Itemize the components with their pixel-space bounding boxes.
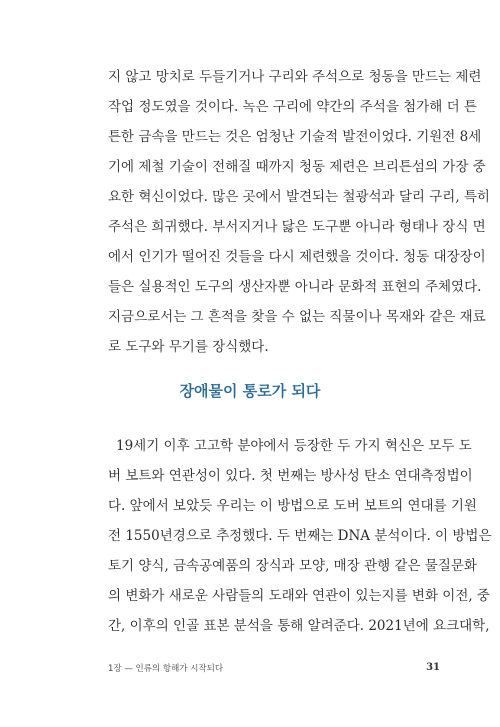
text-line: 지금으로서는 그 흔적을 찾을 수 없는 직물이나 목재와 같은 재료 [108,309,486,325]
text-line: 지 않고 망치로 두들기거나 구리와 주석으로 청동을 만드는 제련 [108,69,482,85]
body-paragraph-1 [108,62,490,362]
text-line: 간, 이후의 인골 표본 분석을 통해 알려준다. 2021년에 요크대학, [108,618,490,634]
body-paragraph-2 [108,431,492,641]
page-number: 31 [426,662,440,673]
text-line: 버 보트와 연관성이 있다. 첫 번째는 방사성 탄소 연대측정법이 [108,468,473,484]
text-line: 의 변화가 새로운 사람들의 도래와 연관이 있는지를 변화 이전, 중 [108,588,490,604]
text-line: 에서 인기가 떨어진 것들을 다시 제련했을 것이다. 청동 대장장이 [108,249,486,265]
page-footer [108,662,440,678]
text-line: 로 도구와 무기를 장식했다. [108,339,269,355]
text-line: 주석은 희귀했다. 부서지거나 닳은 도구뿐 아니라 형태나 장식 면 [108,219,486,235]
text-line: 다. 앞에서 보았듯 우리는 이 방법으로 도버 보트의 연대를 기원 [108,498,477,514]
section-heading: 장애물이 통로가 되다 [179,382,321,400]
text-line: 요한 혁신이었다. 많은 곳에서 발견되는 철광석과 달리 구리, 특히 [108,189,490,205]
text-line: 19세기 이후 고고학 분야에서 등장한 두 가지 혁신은 모두 도 [116,438,472,454]
running-chapter-title: 1장 — 인류의 항해가 시작되다 [108,664,224,674]
text-line: 작업 정도였을 것이다. 녹은 구리에 약간의 주석을 첨가해 더 튼 [108,99,477,115]
text-line: 들은 실용적인 도구의 생산자뿐 아니라 문화적 표현의 주체였다. [108,279,482,295]
text-line: 기에 제철 기술이 전해질 때까지 청동 제련은 브리튼섬의 가장 중 [108,159,486,175]
text-line: 전 1550년경으로 추정했다. 두 번째는 DNA 분석이다. 이 방법은 [108,528,492,544]
text-line: 튼한 금속을 만드는 것은 엄청난 기술적 발전이었다. 기원전 8세 [108,129,482,145]
text-line: 토기 양식, 금속공예품의 장식과 모양, 매장 관행 같은 물질문화 [108,558,477,574]
